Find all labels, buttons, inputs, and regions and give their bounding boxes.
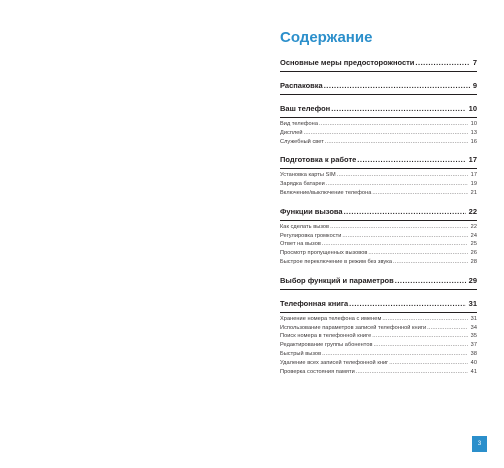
dot-leader <box>382 315 467 324</box>
toc-entry[interactable] <box>280 350 477 359</box>
toc-heading-label: Распаковка <box>280 81 323 90</box>
toc-entry-label: Служебный свет <box>280 138 324 145</box>
toc-entry-label: Проверка состояния памяти <box>280 368 355 375</box>
toc-entry-label: Удаление всех записей телефонной книг <box>280 359 389 366</box>
toc-entry-label: Быстрое переключение в режим без звука <box>280 258 393 265</box>
toc-entry-page: 37 <box>470 342 477 349</box>
toc-heading-page: 31 <box>468 298 477 308</box>
toc-heading-page: 7 <box>472 58 477 67</box>
toc-entry[interactable] <box>280 171 477 180</box>
dot-leader <box>326 180 468 189</box>
toc-entry[interactable] <box>280 359 477 368</box>
toc-entry-label: Поиск номера в телефонной книге <box>280 333 372 340</box>
toc-entry-label: Использование параметров записей телефонной книги <box>280 324 427 331</box>
toc-entry-page: 28 <box>470 258 477 265</box>
toc-section-heading[interactable] <box>280 104 477 114</box>
dot-leader <box>304 129 468 138</box>
toc-section <box>280 81 477 95</box>
dot-leader <box>357 155 465 165</box>
toc-entry[interactable] <box>280 129 477 138</box>
toc-entry[interactable] <box>280 368 477 377</box>
toc-heading-page: 22 <box>468 206 477 216</box>
dot-leader <box>319 120 468 129</box>
toc-entry[interactable] <box>280 315 477 324</box>
toc-entry[interactable] <box>280 332 477 341</box>
toc-section-heading[interactable] <box>280 155 477 165</box>
toc-heading-page: 17 <box>468 155 477 165</box>
toc-section <box>280 299 477 377</box>
toc-heading-label: Основные меры предосторожности <box>280 58 415 67</box>
section-divider <box>280 94 477 95</box>
section-divider <box>280 312 477 313</box>
dot-leader <box>356 368 468 377</box>
toc-entry-label: Хранение номера телефона с именем <box>280 315 382 322</box>
toc-entry-label: Ответ на вызов <box>280 241 321 248</box>
toc-heading-label: Телефонная книга <box>280 298 349 308</box>
dot-leader <box>395 276 466 286</box>
toc-section-heading[interactable] <box>280 58 477 68</box>
toc-entry-page: 26 <box>470 250 477 257</box>
toc-entry-page: 35 <box>470 333 477 340</box>
toc-entry-page: 16 <box>470 138 477 145</box>
toc-section-heading[interactable] <box>280 299 477 309</box>
toc-entry[interactable] <box>280 223 477 232</box>
toc-entry-page: 13 <box>470 129 477 136</box>
toc-section <box>280 276 477 290</box>
dot-leader <box>372 332 467 341</box>
toc-heading-label: Подготовка к работе <box>280 155 357 165</box>
dot-leader <box>344 207 466 217</box>
toc-section <box>280 207 477 267</box>
dot-leader <box>330 223 468 232</box>
dot-leader <box>389 359 467 368</box>
dot-leader <box>415 58 469 68</box>
toc-entry[interactable] <box>280 232 477 241</box>
toc-entry-page: 38 <box>470 350 477 357</box>
toc-entry-label: Как сделать вызов <box>280 223 330 230</box>
dot-leader <box>427 324 468 333</box>
dot-leader <box>325 138 468 147</box>
toc-entry-page: 21 <box>470 189 477 196</box>
toc-entry[interactable] <box>280 180 477 189</box>
toc-section <box>280 104 477 146</box>
toc-entry-page: 41 <box>470 368 477 375</box>
dot-leader <box>372 189 467 198</box>
toc-entry-label: Включение/выключение телефона <box>280 189 372 196</box>
toc-entry[interactable] <box>280 341 477 350</box>
toc-entry-page: 19 <box>470 181 477 188</box>
toc-entry-label: Редактирование группы абонентов <box>280 342 373 349</box>
toc-entry-page: 10 <box>470 121 477 127</box>
toc-entry-page: 22 <box>470 223 477 230</box>
table-of-contents <box>280 58 477 376</box>
section-divider <box>280 220 477 221</box>
toc-entry[interactable] <box>280 189 477 198</box>
dot-leader <box>368 249 467 258</box>
section-divider <box>280 117 477 118</box>
toc-section-heading[interactable] <box>280 81 477 91</box>
toc-entry-page: 34 <box>470 324 477 331</box>
toc-section-heading[interactable] <box>280 276 477 286</box>
toc-section <box>280 58 477 72</box>
toc-entry-label: Просмотр пропущенных вызовов <box>280 250 368 257</box>
toc-entry-label: Быстрый вызов <box>280 350 322 357</box>
toc-heading-label: Функции вызова <box>280 206 343 216</box>
toc-entry-label: Регулировка громкости <box>280 232 342 239</box>
dot-leader <box>331 104 465 114</box>
toc-heading-label: Выбор функций и параметров <box>280 275 394 285</box>
toc-entry[interactable] <box>280 258 477 267</box>
dot-leader <box>393 258 468 267</box>
toc-section-heading[interactable] <box>280 207 477 217</box>
toc-heading-page: 29 <box>468 275 477 285</box>
dot-leader <box>374 341 468 350</box>
toc-entry-label: Вид телефона <box>280 121 318 127</box>
toc-entry[interactable] <box>280 120 477 129</box>
dot-leader <box>322 240 468 249</box>
toc-entry-page: 24 <box>470 232 477 239</box>
page-title: Содержание <box>280 29 373 46</box>
toc-entry-page: 25 <box>470 241 477 248</box>
toc-entry-label: Зарядка батареи <box>280 181 325 188</box>
toc-entry[interactable] <box>280 240 477 249</box>
toc-heading-page: 9 <box>472 81 477 90</box>
toc-entry[interactable] <box>280 324 477 333</box>
toc-entry-page: 40 <box>470 359 477 366</box>
toc-entry[interactable] <box>280 138 477 147</box>
dot-leader <box>324 81 470 91</box>
section-divider <box>280 168 477 169</box>
dot-leader <box>349 299 466 309</box>
toc-entry-page: 17 <box>470 172 477 179</box>
toc-entry-page: 31 <box>470 315 477 322</box>
section-divider <box>280 289 477 290</box>
section-divider <box>280 71 477 72</box>
toc-entry-label: Установка карты SIM <box>280 172 336 179</box>
dot-leader <box>337 171 468 180</box>
toc-entry[interactable] <box>280 249 477 258</box>
toc-heading-label: Ваш телефон <box>280 104 331 113</box>
toc-entry-label: Дисплей <box>280 129 303 136</box>
dot-leader <box>322 350 468 359</box>
toc-section <box>280 155 477 197</box>
toc-heading-page: 10 <box>468 104 477 113</box>
page-number-badge: 3 <box>472 436 487 452</box>
dot-leader <box>342 232 467 241</box>
